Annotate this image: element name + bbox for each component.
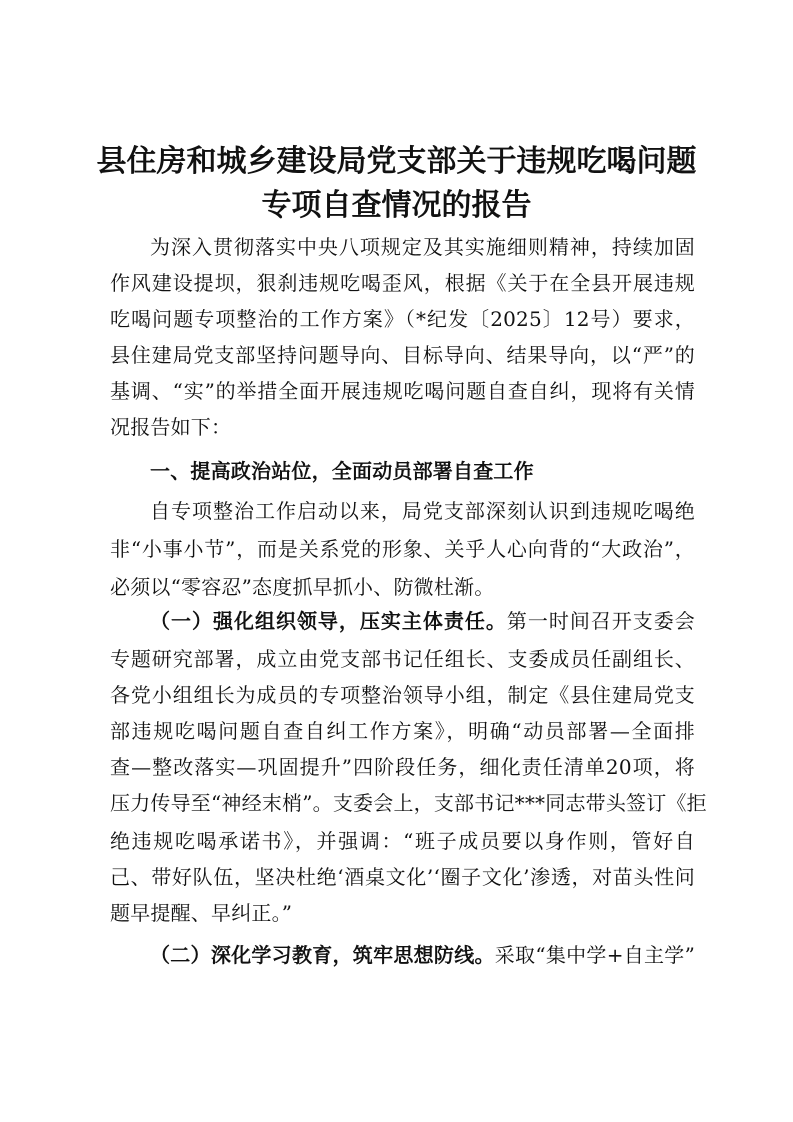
item-1-line: 各党小组组长为成员的专项整治领导小组，制定《县住建局党支	[110, 683, 695, 707]
item-1-line: 压力传导至“神经末梢”。支委会上，支部书记***同志带头签订《拒	[110, 791, 707, 815]
section-1-heading: 一、提高政治站位，全面动员部署自查工作	[150, 459, 534, 483]
item-2-lead: （二）深化学习教育，筑牢思想防线。	[150, 943, 495, 967]
item-1-line: 部违规吃喝问题自查自纠工作方案》，明确“动员部署—全面排	[110, 719, 695, 743]
section-1-paragraph-line: 非“小事小节”，而是关系党的形象、关乎人心向背的“大政治”，	[110, 537, 695, 561]
item-1-line: 己、带好队伍，坚决杜绝‘酒桌文化’‘圈子文化’渗透，对苗头性问	[110, 865, 695, 889]
intro-line: 况报告如下：	[110, 415, 232, 439]
section-1-paragraph-line: 自专项整治工作启动以来，局党支部深刻认识到违规吃喝绝	[150, 499, 695, 523]
item-1-first-rest: 第一时间召开支委会	[506, 609, 695, 633]
item-1-first-line	[150, 606, 695, 636]
intro-line: 为深入贯彻落实中央八项规定及其实施细则精神，持续加固	[150, 235, 695, 259]
document-title-line-2: 专项自查情况的报告	[261, 188, 532, 223]
item-1-line: 专题研究部署，成立由党支部书记任组长、支委成员任副组长、	[110, 647, 695, 671]
intro-line: 吃喝问题专项整治的工作方案》（*纪发〔2025〕12号）要求，	[110, 307, 695, 331]
item-2-first-line	[150, 940, 695, 970]
item-1-line: 查—整改落实—巩固提升”四阶段任务，细化责任清单20项，将	[110, 755, 695, 779]
intro-line: 作风建设提坝，狠刹违规吃喝歪风，根据《关于在全县开展违规	[110, 271, 695, 295]
item-2-first-rest: 采取“集中学+自主学”	[494, 943, 695, 967]
intro-line: 基调、“实”的举措全面开展违规吃喝问题自查自纠，现将有关情	[110, 379, 695, 403]
document-title-line-1: 县住房和城乡建设局党支部关于违规吃喝问题	[96, 144, 697, 179]
item-1-lead: （一）强化组织领导，压实主体责任。	[150, 609, 507, 633]
item-1-line: 题早提醒、早纠正。”	[110, 901, 293, 925]
section-1-paragraph-line: 必须以“零容忍”态度抓早抓小、防微杜渐。	[110, 575, 495, 599]
item-1-line: 绝违规吃喝承诺书》，并强调：“班子成员要以身作则，管好自	[110, 829, 695, 853]
intro-line: 县住建局党支部坚持问题导向、目标导向、结果导向，以“严”的	[110, 343, 695, 367]
